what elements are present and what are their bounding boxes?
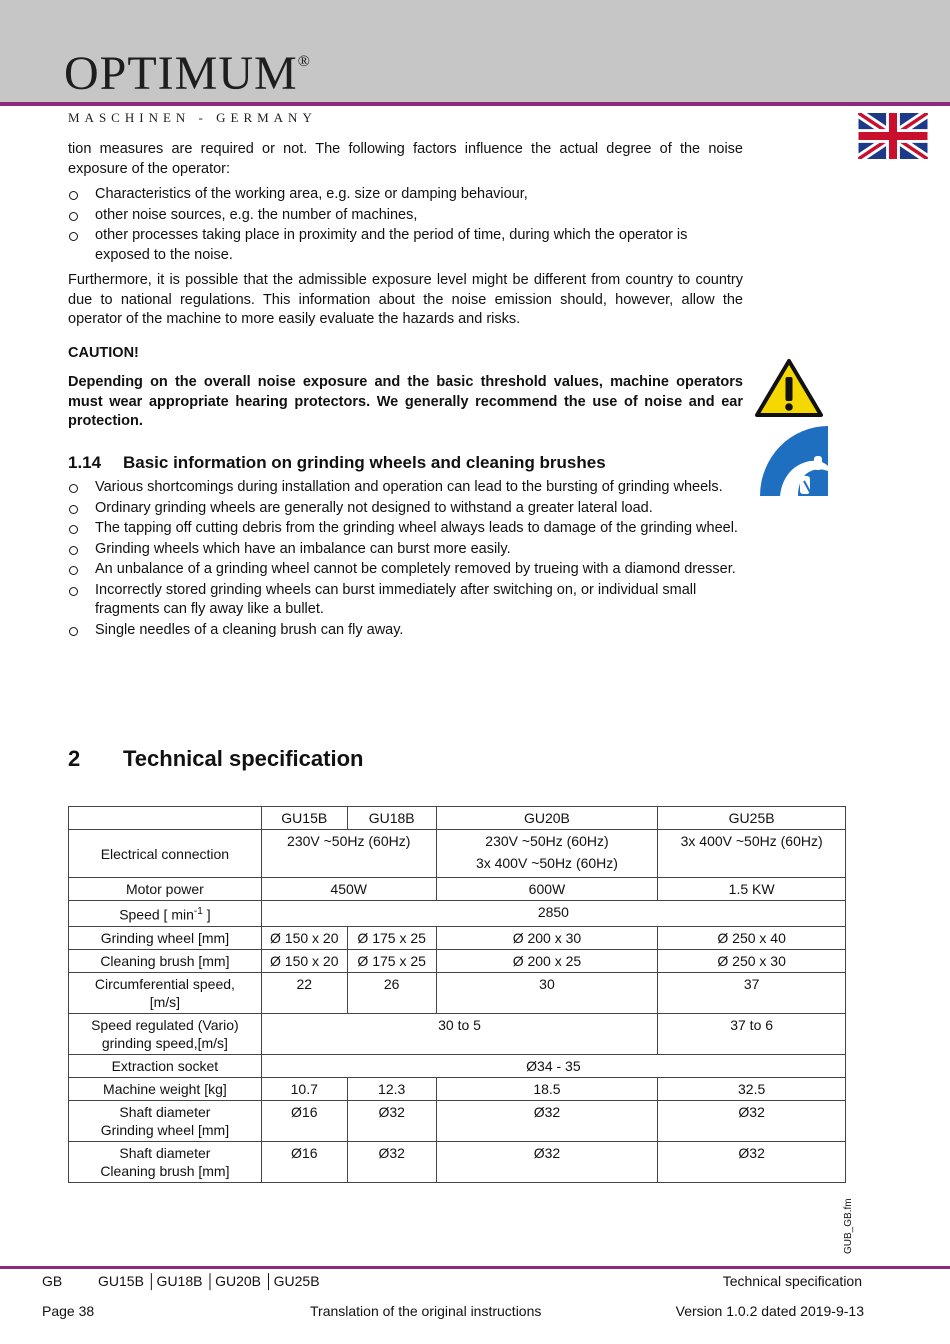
table-cell: 30 <box>436 972 658 1013</box>
table-row <box>69 1054 846 1077</box>
table-cell: Ø32 <box>347 1141 436 1182</box>
table-row <box>69 972 846 1013</box>
row-label: Shaft diameter Cleaning brush [mm] <box>69 1141 262 1182</box>
specification-table <box>68 806 846 1183</box>
table-cell: Ø 250 x 30 <box>658 949 846 972</box>
table-header-cell: GU18B <box>347 807 436 830</box>
table-cell: Ø16 <box>261 1100 347 1141</box>
table-header-cell: GU15B <box>261 807 347 830</box>
table-cell: Ø32 <box>658 1141 846 1182</box>
table-cell: Ø32 <box>436 1100 658 1141</box>
row-label: Grinding wheel [mm] <box>69 926 262 949</box>
main-content <box>68 140 743 646</box>
table-cell: Ø 150 x 20 <box>261 926 347 949</box>
table-cell: Ø 200 x 25 <box>436 949 658 972</box>
table-header-cell: GU25B <box>658 807 846 830</box>
furthermore-paragraph: Furthermore, it is possible that the admissible exposure level might be different from country to country due to national regulations. This information about the noise emission should, however, allow the operator of the machine to more easily evaluate the hazards and risks. <box>68 272 743 327</box>
table-cell <box>69 807 262 830</box>
intro-paragraph: tion measures are required or not. The following factors influence the actual degree of the noise exposure of the operator: <box>68 141 743 177</box>
table-cell: Ø 200 x 30 <box>436 926 658 949</box>
footer-translation: Translation of the original instructions <box>310 1303 542 1319</box>
table-cell: Ø32 <box>436 1141 658 1182</box>
table-cell: 26 <box>347 972 436 1013</box>
list-item: other noise sources, e.g. the number of machines, <box>68 206 743 226</box>
noise-factor-list <box>68 185 743 265</box>
table-cell: Ø34 - 35 <box>261 1054 845 1077</box>
warning-triangle-icon <box>754 358 824 418</box>
table-row <box>69 1013 846 1054</box>
table-row <box>69 830 846 878</box>
caution-heading: CAUTION! <box>68 344 139 361</box>
footer-section: Technical specification <box>722 1273 862 1289</box>
list-item: Single needles of a cleaning brush can fly away. <box>68 621 743 641</box>
table-cell: Ø 250 x 40 <box>658 926 846 949</box>
list-item: Incorrectly stored grinding wheels can burst immediately after switching on, or individual small fragments can fly away like a bullet. <box>68 581 743 620</box>
table-row <box>69 901 846 927</box>
table-cell: 18.5 <box>436 1077 658 1100</box>
table-cell: 22 <box>261 972 347 1013</box>
table-cell: 2850 <box>261 901 845 927</box>
row-label: Electrical connection <box>69 830 262 878</box>
table-row <box>69 949 846 972</box>
row-label: Shaft diameter Grinding wheel [mm] <box>69 1100 262 1141</box>
table-cell: Ø32 <box>347 1100 436 1141</box>
footer-page: Page 38 <box>42 1303 95 1319</box>
table-cell: Ø32 <box>658 1100 846 1141</box>
row-label: Speed regulated (Vario) grinding speed,[m/s] <box>69 1013 262 1054</box>
row-label: Speed [ $\min^{-1}$ ] <box>69 901 262 927</box>
table-cell: 450W <box>261 878 436 901</box>
table-cell: 600W <box>436 878 658 901</box>
list-item: Ordinary grinding wheels are generally not designed to withstand a greater lateral load. <box>68 499 743 519</box>
table-row <box>69 807 846 830</box>
table-cell: Ø 175 x 25 <box>347 949 436 972</box>
caution-text: Depending on the overall noise exposure and the basic threshold values, machine operators must wear appropriate hearing protectors. We generally recommend the use of noise and ear protection. <box>68 374 743 429</box>
table-cell: 230V ~50Hz (60Hz) 3x 400V ~50Hz (60Hz) <box>436 830 658 878</box>
row-label: Extraction socket <box>69 1054 262 1077</box>
section-2-heading: 2 Technical specification <box>68 746 364 771</box>
footer-version: Version 1.0.2 dated 2019-9-13 <box>675 1303 864 1319</box>
footer-language: GB <box>42 1273 63 1289</box>
table-cell: 32.5 <box>658 1077 846 1100</box>
list-item: Various shortcomings during installation and operation can lead to the bursting of grinding wheels. <box>68 478 743 498</box>
table-cell: 37 to 6 <box>658 1013 846 1054</box>
header-divider <box>0 102 950 106</box>
table-cell: 1.5 KW <box>658 878 846 901</box>
footer-models: GU15B │GU18B │GU20B │GU25B <box>98 1273 320 1289</box>
footer-divider <box>0 1266 950 1269</box>
grinding-wheel-list <box>68 478 743 640</box>
source-file-label: GUB_GB.fm <box>843 1198 854 1254</box>
table-cell: Ø 150 x 20 <box>261 949 347 972</box>
row-label: Circumferential speed, [m/s] <box>69 972 262 1013</box>
list-item: other processes taking place in proximity and the period of time, during which the operator is exposed to the noise. <box>68 226 743 265</box>
table-header-cell: GU20B <box>436 807 658 830</box>
list-item: An unbalance of a grinding wheel cannot be completely removed by trueing with a diamond dresser. <box>68 560 743 580</box>
list-item: The tapping off cutting debris from the grinding wheel always leads to damage of the grinding wheel. <box>68 519 743 539</box>
table-row <box>69 1141 846 1182</box>
uk-flag-icon <box>858 113 928 159</box>
table-cell: 10.7 <box>261 1077 347 1100</box>
section-1-14-heading: 1.14 Basic information on grinding wheels and cleaning brushes <box>68 452 606 472</box>
brand-logo: OPTIMUM® <box>64 47 311 100</box>
table-row <box>69 1100 846 1141</box>
table-row <box>69 1077 846 1100</box>
table-cell: 37 <box>658 972 846 1013</box>
table-row <box>69 878 846 901</box>
table-cell: 3x 400V ~50Hz (60Hz) <box>658 830 846 878</box>
ear-protection-icon <box>760 426 828 496</box>
table-row <box>69 926 846 949</box>
table-cell: Ø16 <box>261 1141 347 1182</box>
row-label: Cleaning brush [mm] <box>69 949 262 972</box>
table-cell: Ø 175 x 25 <box>347 926 436 949</box>
table-cell: 230V ~50Hz (60Hz) <box>261 830 436 878</box>
row-label: Machine weight [kg] <box>69 1077 262 1100</box>
row-label: Motor power <box>69 878 262 901</box>
list-item: Characteristics of the working area, e.g. size or damping behaviour, <box>68 185 743 205</box>
list-item: Grinding wheels which have an imbalance can burst more easily. <box>68 540 743 560</box>
table-cell: 12.3 <box>347 1077 436 1100</box>
brand-subtitle: MASCHINEN - GERMANY <box>68 110 317 125</box>
table-cell: 30 to 5 <box>261 1013 657 1054</box>
